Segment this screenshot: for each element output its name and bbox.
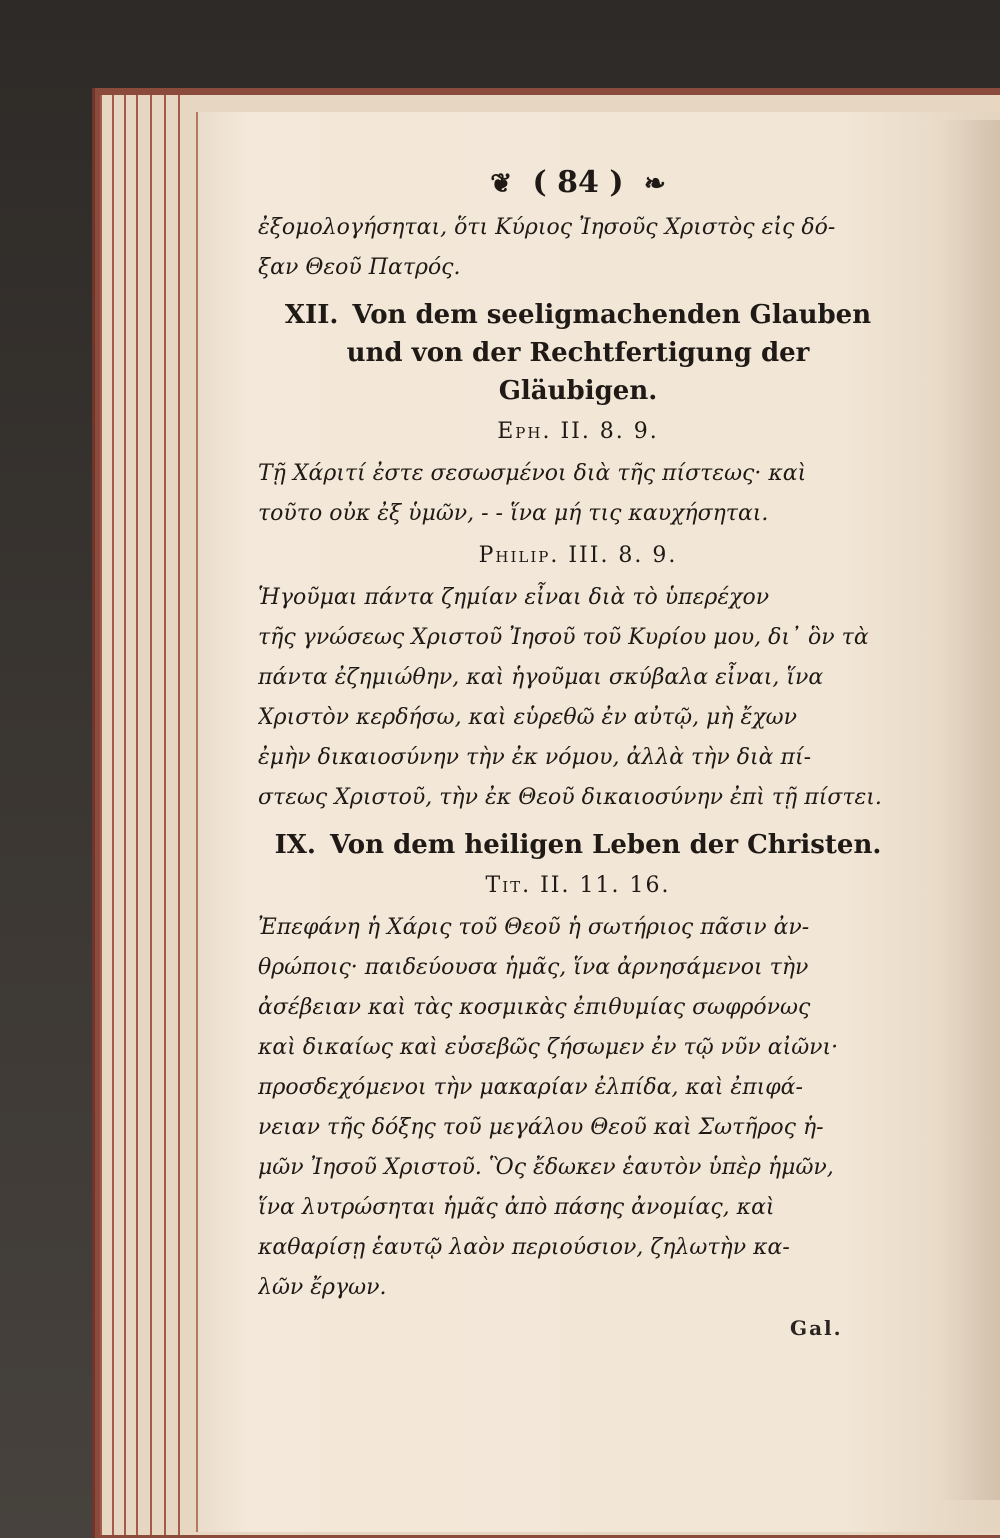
text-line: Τῇ Χάριτί ἐστε σεσωσμένοι διὰ τῆς πίστεως· καὶ [258,461,807,486]
section-title-line: Gläubigen. [498,376,658,406]
section-title-line: Von dem seeligmachenden Glauben [352,300,872,330]
text-line: τοῦτο οὐκ ἐξ ὑμῶν, - - ἵνα μή τις καυχήσηται. [258,501,769,526]
text-line: ἐξομολογήσηται, ὅτι Κύριος Ἰησοῦς Χριστὸς εἰς δό- [258,215,836,240]
text-line: λῶν ἔργων. [258,1275,387,1300]
catchword: Gal. [790,1316,843,1340]
scripture-text [258,578,898,818]
text-line: θρώποις· παιδεύουσα ἡμᾶς, ἵνα ἀρνησάμενοι τὴν [258,955,809,980]
scripture-text [258,454,898,534]
text-line: τῆς γνώσεως Χριστοῦ Ἰησοῦ τοῦ Κυρίου μου, δι᾽ ὃν τὰ [258,625,869,650]
right-ornament-icon: ❧ [643,169,666,199]
text-line: Χριστὸν κερδήσω, καὶ εὑρεθῶ ἐν αὐτῷ, μὴ ἔχων [258,705,797,730]
scripture-text [258,908,898,1308]
text-line: μῶν Ἰησοῦ Χριστοῦ. Ὃς ἔδωκεν ἑαυτὸν ὑπὲρ ἡμῶν, [258,1155,834,1180]
text-line: ξαν Θεοῦ Πατρός. [258,255,461,280]
text-line: προσδεχόμενοι τὴν μακαρίαν ἐλπίδα, καὶ ἐπιφά- [258,1075,803,1100]
text-line: πάντα ἐζημιώθην, καὶ ἡγοῦμαι σκύβαλα εἶναι, ἵνα [258,665,824,690]
section-number: XII. [284,300,339,330]
text-line: στεως Χριστοῦ, τὴν ἐκ Θεοῦ δικαιοσύνην ἐπὶ τῇ πίστει. [258,785,882,810]
section-title-line: und von der Rechtfertigung der [346,338,810,368]
text-line: ἀσέβειαν καὶ τὰς κοσμικὰς ἐπιθυμίας σωφρόνως [258,995,811,1020]
text-line: νειαν τῆς δόξης τοῦ μεγάλου Θεοῦ καὶ Σωτῆρος ἡ- [258,1115,824,1140]
page-number: ( 84 ) [532,165,624,200]
left-ornament-icon: ❦ [490,169,513,199]
intro-paragraph [258,208,898,288]
section-number: IX. [274,830,316,860]
text-line: καθαρίσῃ ἑαυτῷ λαὸν περιούσιον, ζηλωτὴν κα- [258,1235,790,1260]
page-content [258,158,898,1308]
scripture-reference: Philip. III. 8. 9. [478,543,678,568]
facing-page-bleed [940,120,1000,1500]
scripture-reference: Tit. II. 11. 16. [485,873,671,898]
text-line: Ἡγοῦμαι πάντα ζημίαν εἶναι διὰ τὸ ὑπερέχον [258,585,770,610]
text-line: Ἐπεφάνη ἡ Χάρις τοῦ Θεοῦ ἡ σωτήριος πᾶσιν ἀν- [258,915,810,940]
text-line: ἐμὴν δικαιοσύνην τὴν ἐκ νόμου, ἀλλὰ τὴν διὰ πί- [258,745,812,770]
text-line: καὶ δικαίως καὶ εὐσεβῶς ζήσωμεν ἐν τῷ νῦν αἰῶνι· [258,1035,839,1060]
section-heading-ix [258,826,898,864]
text-line: ἵνα λυτρώσηται ἡμᾶς ἀπὸ πάσης ἀνομίας, καὶ [258,1195,775,1220]
section-heading-xii [258,296,898,410]
scripture-reference: Eph. II. 8. 9. [497,419,659,444]
section-title: Von dem heiligen Leben der Christen. [329,830,882,860]
page-header [258,158,898,208]
